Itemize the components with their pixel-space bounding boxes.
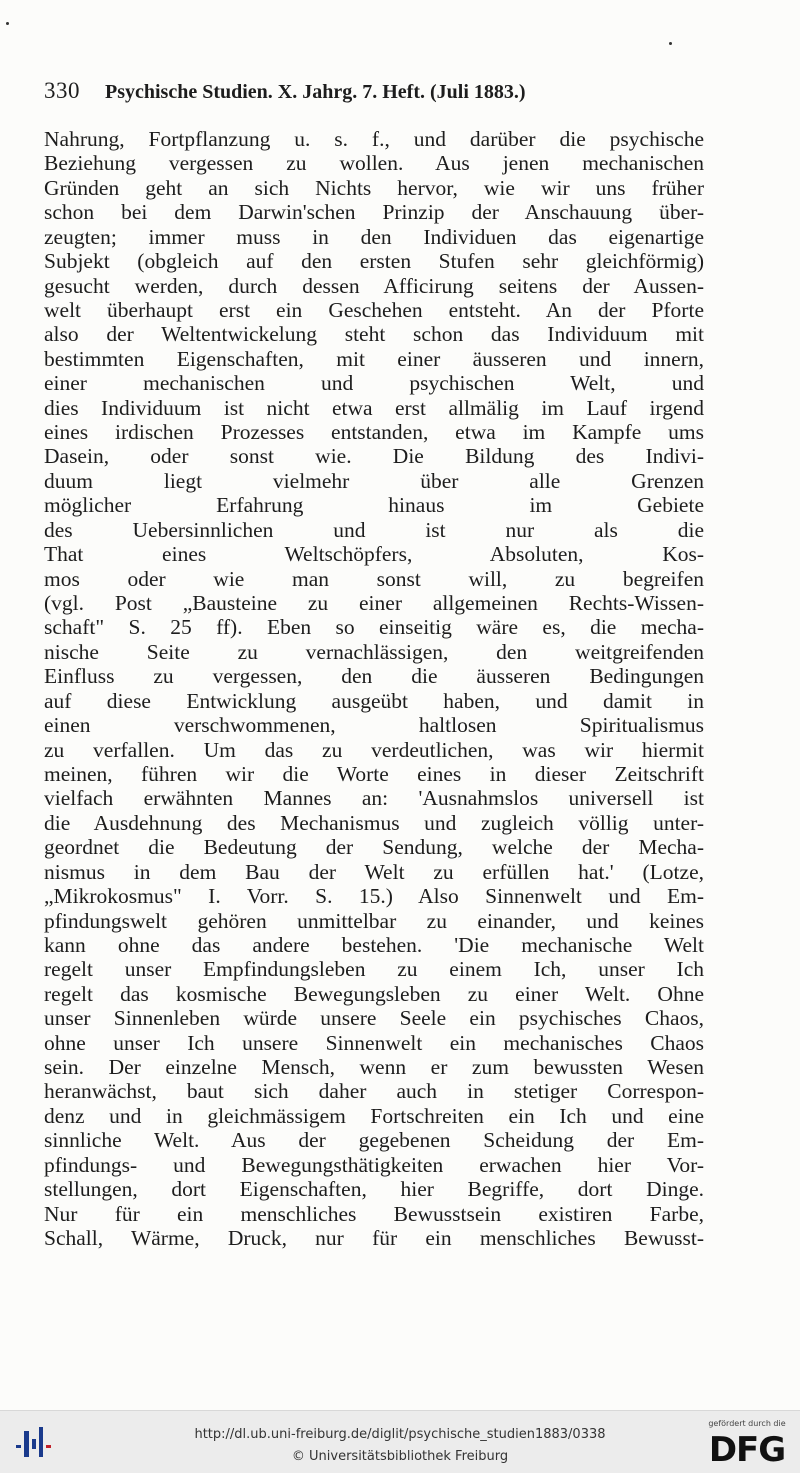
text-line: That eines Weltschöpfers, Absoluten, Kos-: [44, 542, 704, 567]
text-line: einen verschwommenen, haltlosen Spiritualismus: [44, 713, 704, 738]
text-line: dies Individuum ist nicht etwa erst allmälig im Lauf irgend: [44, 395, 704, 420]
text-line: unser Sinnenleben würde unsere Seele ein psychisches Chaos,: [44, 1006, 704, 1031]
text-line: stellungen, dort Eigenschaften, hier Begriffe, dort Dinge.: [44, 1177, 704, 1202]
text-line: des Uebersinnlichen und ist nur als die: [44, 517, 704, 542]
text-line: zu verfallen. Um das zu verdeutlichen, was wir hiermit: [44, 737, 704, 762]
text-line: Beziehung vergessen zu wollen. Aus jenen mechanischen: [44, 151, 704, 176]
scan-speck: [6, 22, 9, 25]
footer-bar: [0, 1410, 800, 1473]
text-line: nische Seite zu vernachlässigen, den weitgreifenden: [44, 639, 704, 664]
text-line: also der Weltentwickelung steht schon das Individuum mit: [44, 322, 704, 347]
text-line: mos oder wie man sonst will, zu begreifen: [44, 566, 704, 591]
text-line: heranwächst, baut sich daher auch in stetiger Correspon-: [44, 1079, 704, 1104]
text-line: pfindungs- und Bewegungsthätigkeiten erwachen hier Vor-: [44, 1152, 704, 1177]
text-line: (vgl. Post „Bausteine zu einer allgemeinen Rechts-Wissen-: [44, 591, 704, 616]
text-line: Nur für ein menschliches Bewusstsein existiren Farbe,: [44, 1201, 704, 1226]
text-line: bestimmten Eigenschaften, mit einer äusseren und innern,: [44, 346, 704, 371]
text-line: möglicher Erfahrung hinaus im Gebiete: [44, 493, 704, 518]
text-line: „Mikrokosmus" I. Vorr. S. 15.) Also Sinnenwelt und Em-: [44, 884, 704, 909]
text-line: Dasein, oder sonst wie. Die Bildung des Indivi-: [44, 444, 704, 469]
text-line: schon bei dem Darwin'schen Prinzip der Anschauung über-: [44, 200, 704, 225]
source-url[interactable]: http://dl.ub.uni-freiburg.de/diglit/psychische_studien1883/0338: [194, 1427, 606, 1442]
text-line: ohne unser Ich unsere Sinnenwelt ein mechanisches Chaos: [44, 1030, 704, 1055]
text-line: eines irdischen Prozesses entstanden, etwa im Kampfe ums: [44, 420, 704, 445]
page-header: [44, 78, 664, 105]
dfg-logo: DFG: [708, 1430, 786, 1470]
text-line: kann ohne das andere bestehen. 'Die mechanische Welt: [44, 932, 704, 957]
copyright-notice: © Universitätsbibliothek Freiburg: [291, 1449, 509, 1464]
scan-speck: [669, 42, 672, 45]
text-line: regelt unser Empfindungsleben zu einem Ich, unser Ich: [44, 957, 704, 982]
text-line: denz und in gleichmässigem Fortschreiten ein Ich und eine: [44, 1103, 704, 1128]
text-line: Gründen geht an sich Nichts hervor, wie wir uns früher: [44, 175, 704, 200]
text-line: auf diese Entwicklung ausgeübt haben, und damit in: [44, 688, 704, 713]
dfg-caption: gefördert durch die: [708, 1419, 786, 1428]
text-line: geordnet die Bedeutung der Sendung, welche der Mecha-: [44, 835, 704, 860]
text-line: Subjekt (obgleich auf den ersten Stufen sehr gleichförmig): [44, 249, 704, 274]
text-line: pfindungswelt gehören unmittelbar zu einander, und keines: [44, 908, 704, 933]
text-line: Schall, Wärme, Druck, nur für ein menschliches Bewusst-: [44, 1225, 704, 1250]
text-line: schaft" S. 25 ff). Eben so einseitig wäre es, die mecha-: [44, 615, 704, 640]
text-line: zeugten; immer muss in den Individuen das eigenartige: [44, 224, 704, 249]
text-line: einer mechanischen und psychischen Welt, und: [44, 371, 704, 396]
text-line: regelt das kosmische Bewegungsleben zu einer Welt. Ohne: [44, 981, 704, 1006]
text-line: sinnliche Welt. Aus der gegebenen Scheidung der Em-: [44, 1128, 704, 1153]
text-line: nismus in dem Bau der Welt zu erfüllen hat.' (Lotze,: [44, 859, 704, 884]
text-line: Einfluss zu vergessen, den die äusseren Bedingungen: [44, 664, 704, 689]
text-line: duum liegt vielmehr über alle Grenzen: [44, 468, 704, 493]
text-line: die Ausdehnung des Mechanismus und zugleich völlig unter-: [44, 810, 704, 835]
running-title: Psychische Studien. X. Jahrg. 7. Heft. (Juli 1883.): [105, 81, 526, 103]
text-line: gesucht werden, durch dessen Afficirung seitens der Aussen-: [44, 273, 704, 298]
page-number: 330: [44, 78, 80, 103]
text-line: vielfach erwähnten Mannes an: 'Ausnahmslos universell ist: [44, 786, 704, 811]
text-line: Nahrung, Fortpflanzung u. s. f., und darüber die psychische: [44, 127, 704, 151]
text-line: sein. Der einzelne Mensch, wenn er zum bewussten Wesen: [44, 1055, 704, 1080]
body-text: [44, 127, 704, 1250]
text-line: welt überhaupt erst ein Geschehen entsteht. An der Pforte: [44, 297, 704, 322]
text-line: meinen, führen wir die Worte eines in dieser Zeitschrift: [44, 761, 704, 786]
